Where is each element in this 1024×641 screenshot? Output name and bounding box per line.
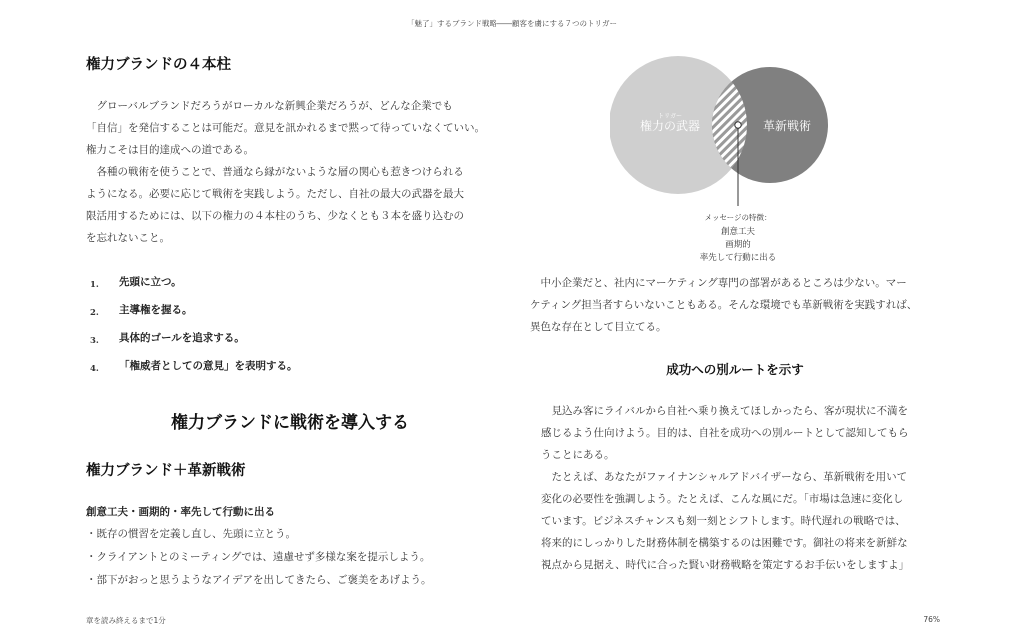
paragraph-line: たとえば、あなたがファイナンシャルアドバイザーなら、革新戦術を用いて: [551, 471, 908, 483]
list-text: 主導権を握る。: [119, 304, 193, 316]
list-text: 「権威者としての意見」を表明する。: [119, 360, 298, 372]
bullet-item: ・クライアントとのミーティングでは、遠慮せず多様な案を提示しよう。: [86, 551, 431, 563]
reading-progress: 76%: [923, 615, 940, 624]
left-circle-label: 権力の武器: [639, 119, 701, 133]
venn-diagram: [610, 50, 840, 210]
paragraph-line: 見込み客にライバルから自社へ乗り換えてほしかったら、客が現状に不満を: [551, 405, 908, 417]
paragraph-line: 感じるよう仕向けよう。目的は、自社を成功への別ルートとして認知してもら: [541, 427, 909, 439]
paragraph-line: ています。ビジネスチャンスも刻一刻とシフトします。時代遅れの戦略では、: [541, 515, 906, 527]
left-circle-ruby: トリガー: [658, 113, 682, 120]
paragraph-line: を忘れないこと。: [86, 232, 170, 244]
list-text: 具体的ゴールを追求する。: [119, 332, 245, 344]
paragraph-line: 異色な存在として目立てる。: [530, 321, 667, 333]
bullet-item: ・既存の慣習を定義し直し、先頭に立とう。: [86, 528, 296, 540]
combo-title: 権力ブランド＋革新戦術: [86, 463, 246, 479]
paragraph-line: ケティング担当者すらいないこともある。そんな環境でも革新戦術を実践すれば、: [530, 299, 918, 311]
paragraph-line: 視点から見据え、時代に合った賢い財務戦略を策定するお手伝いをしますよ」: [541, 559, 910, 571]
paragraph-line: 将来的にしっかりした財務体制を構築するのは困難です。御社の将来を新鮮な: [541, 537, 908, 549]
paragraph-line: ようになる。必要に応じて戦術を実践しよう。ただし、自社の最大の武器を最大: [86, 188, 464, 200]
list-number: 4.: [90, 364, 99, 374]
subheading: 成功への別ルートを示す: [666, 362, 804, 377]
paragraph-line: 変化の必要性を強調しよう。たとえば、こんな風にだ。「市場は急速に変化し: [541, 493, 904, 505]
diagram-caption: [658, 211, 818, 265]
running-header: 「魅了」するブランド戦略――顧客を虜にする７つのトリガー: [407, 19, 617, 28]
caption-line: 画期的: [725, 240, 751, 250]
paragraph-line: 各種の戦術を使うことで、普通なら縁がないような層の関心も惹きつけられる: [96, 166, 464, 178]
list-text: 先頭に立つ。: [119, 276, 182, 288]
list-number: 3.: [90, 336, 99, 346]
traits-heading: 創意工夫・画期的・率先して行動に出る: [86, 506, 275, 518]
intro-paragraphs: [86, 95, 506, 249]
right-body: [541, 400, 946, 576]
chapter-heading: 権力ブランドに戦術を導入する: [171, 413, 409, 433]
caption-line: 創意工夫: [720, 227, 755, 237]
list-number: 1.: [90, 280, 99, 290]
bullet-list: [86, 523, 506, 592]
paragraph-line: 「自信」を発信することは可能だ。意見を訊かれるまで黙って待っていなくていい。: [86, 122, 485, 134]
paragraph-line: うことにある。: [541, 449, 615, 461]
bullet-item: ・部下がおっと思うようなアイデアを出してきたら、ご褒美をあげよう。: [86, 574, 432, 586]
right-intro: [530, 272, 945, 338]
caption-title: メッセージの特徴：: [704, 213, 772, 222]
right-circle-label: 革新戦術: [762, 119, 812, 133]
paragraph-line: 権力こそは目的達成への道である。: [86, 144, 254, 156]
list-number: 2.: [90, 308, 99, 318]
reading-time: 章を読み終えるまで1分: [86, 616, 166, 625]
paragraph-line: グローバルブランドだろうがローカルな新興企業だろうが、どんな企業でも: [96, 100, 453, 112]
caption-line: 率先して行動に出る: [699, 253, 777, 263]
paragraph-line: 中小企業だと、社内にマーケティング専門の部署があるところは少ない。マー: [540, 277, 907, 289]
section-title: 権力ブランドの４本柱: [86, 57, 231, 73]
intersection-dot: [735, 122, 741, 128]
paragraph-line: 限活用するためには、以下の権力の４本柱のうち、少なくとも３本を盛り込むの: [86, 210, 464, 222]
